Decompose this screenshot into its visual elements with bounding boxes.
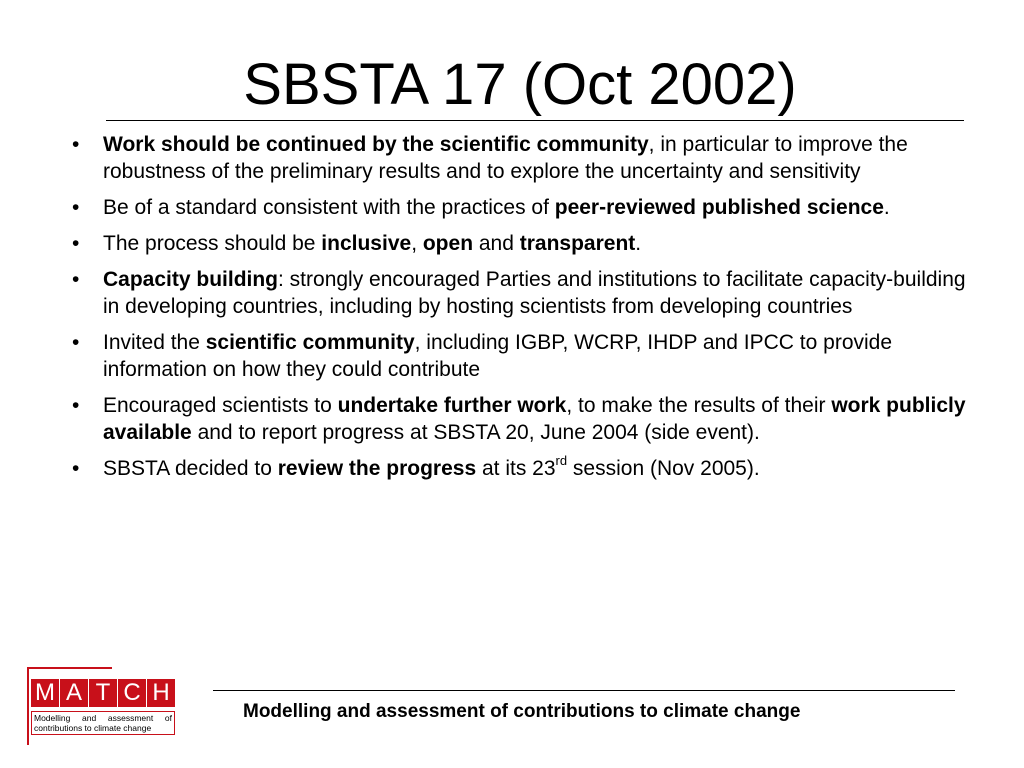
bullet-text: Encouraged scientists to [103, 394, 338, 417]
bullet-marker: • [72, 457, 80, 480]
bullet-text: . [635, 232, 642, 255]
bullet-text: session (Nov 2005). [567, 457, 760, 480]
bold-text: Work should be continued by the scientific community [103, 133, 649, 156]
bullet-marker: • [72, 331, 80, 354]
bold-text: transparent [519, 232, 636, 255]
bold-text: inclusive [321, 232, 412, 255]
slide-title: SBSTA 17 (Oct 2002) [243, 52, 797, 117]
bold-text: work publicly available [103, 394, 966, 444]
bold-text: undertake further work [337, 394, 567, 417]
footer-divider [213, 690, 955, 691]
logo-caption-word: of [164, 713, 172, 723]
logo-letter: A [60, 679, 88, 707]
match-logo [27, 667, 180, 745]
bold-text: review the progress [277, 457, 477, 480]
superscript-text: rd [555, 453, 568, 468]
logo-caption [31, 711, 175, 735]
bullet-text: and to report progress at SBSTA 20, June 2004 (side event). [191, 421, 760, 444]
bullet-marker: • [72, 268, 80, 291]
bullet-item [72, 131, 977, 185]
logo-letters [31, 679, 176, 707]
bullet-text: , [411, 232, 423, 255]
logo-frame-left [27, 667, 29, 745]
logo-frame-top [27, 667, 112, 669]
bullet-list [72, 131, 977, 491]
bold-text: scientific community [205, 331, 415, 354]
bold-text: Capacity building [103, 268, 279, 291]
bullet-marker: • [72, 196, 80, 219]
bullet-text: Invited the [103, 331, 206, 354]
bullet-text: , including IGBP, WCRP, IHDP and IPCC to provide information on how they could contribute [103, 331, 893, 381]
logo-letter: M [31, 679, 59, 707]
logo-letter: C [118, 679, 146, 707]
bullet-item [72, 266, 977, 320]
footer-text: Modelling and assessment of contributions to climate change [243, 701, 801, 722]
bullet-item [72, 392, 977, 446]
bullet-text: . [883, 196, 890, 219]
bold-text: peer-reviewed published science [554, 196, 884, 219]
bullet-text: : strongly encouraged Parties and institutions to facilitate capacity-building in developing countries, including by hosting scientists from developing countries [103, 268, 966, 318]
bullet-text: , to make the results of their [566, 394, 832, 417]
bullet-item [72, 230, 977, 257]
logo-caption-line2: contributions to climate change [34, 723, 152, 733]
bold-text: open [422, 232, 474, 255]
bullet-marker: • [72, 133, 80, 156]
bullet-text: and [473, 232, 520, 255]
bullet-item [72, 329, 977, 383]
bullet-text: , in particular to improve the robustness of the preliminary results and to explore the uncertainty and sensitivity [103, 133, 908, 183]
logo-caption-word: Modelling [34, 713, 71, 723]
bullet-item [72, 194, 977, 221]
bullet-marker: • [72, 232, 80, 255]
logo-letter: H [147, 679, 175, 707]
bullet-item [72, 455, 977, 482]
title-divider [106, 120, 964, 121]
bullet-text: at its 23 [476, 457, 556, 480]
logo-caption-line1 [34, 713, 172, 723]
bullet-marker: • [72, 394, 80, 417]
logo-caption-word: assessment [107, 713, 154, 723]
bullet-text: The process should be [103, 232, 322, 255]
logo-caption-word: and [82, 713, 97, 723]
bullet-text: Be of a standard consistent with the practices of [103, 196, 555, 219]
logo-letter: T [89, 679, 117, 707]
bullet-text: SBSTA decided to [103, 457, 278, 480]
